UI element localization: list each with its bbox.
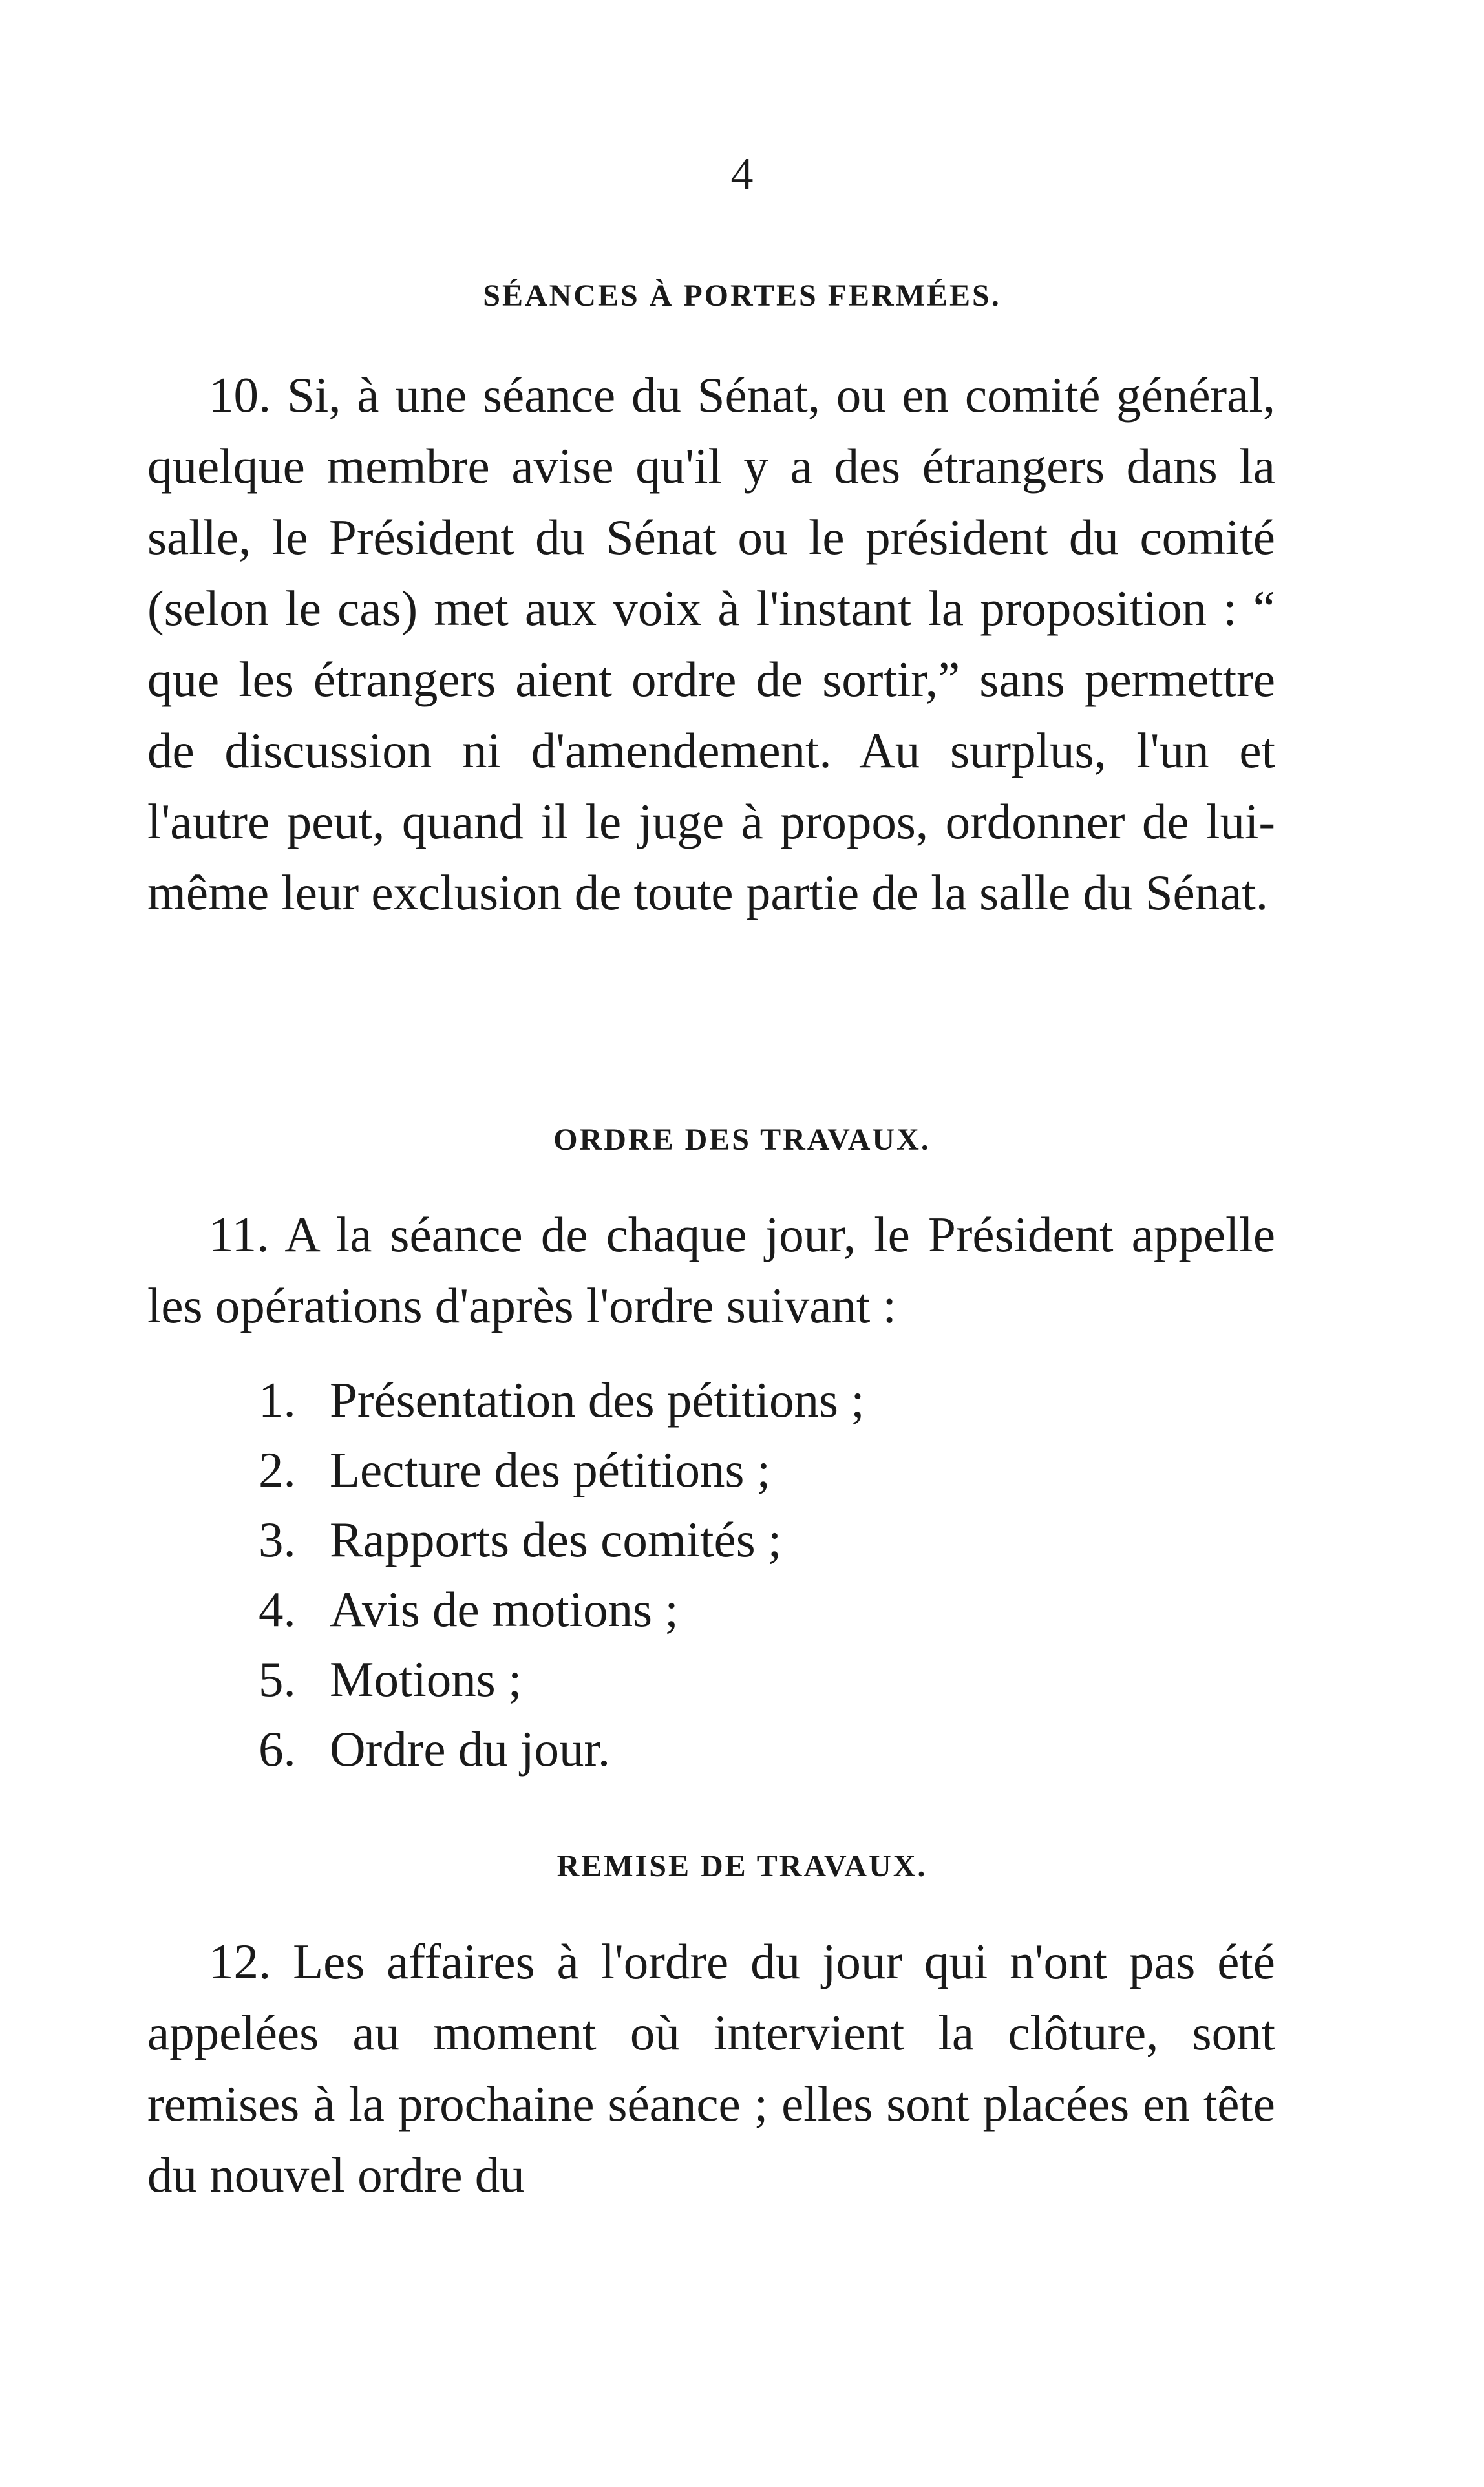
list-item-text: Lecture des pétitions ; — [330, 1442, 771, 1497]
list-item-text: Motions ; — [330, 1651, 522, 1707]
paragraph-12: 12. Les affaires à l'ordre du jour qui n'ont pas été appelées au moment où intervient la clôture, sont remises à la prochaine séance ; elles sont placées en tête du nouvel ordre du — [147, 1934, 1275, 2203]
list-item-number: 6. — [259, 1721, 296, 1777]
list-item-number: 5. — [259, 1651, 296, 1707]
list-item — [259, 1365, 865, 1435]
list-item — [259, 1644, 865, 1714]
order-list — [259, 1365, 865, 1784]
list-item — [259, 1714, 865, 1784]
list-item-text: Présentation des pétitions ; — [330, 1372, 865, 1428]
paragraph-10: 10. Si, à une séance du Sénat, ou en comité général, quelque membre avise qu'il y a des étrangers dans la salle, le Président du Sénat ou le président du comité (selon le cas) met aux voix à l'instant la proposition : “ que les étrangers aient ordre de sortir,” sans permettre de discussion ni d'amendement. Au surplus, l'un et l'autre peut, quand il le juge à propos, ordonner de lui-même leur exclusion de toute partie de la salle du Sénat. — [147, 367, 1275, 920]
list-item-text: Avis de motions ; — [330, 1582, 679, 1637]
paragraph-11: 11. A la séance de chaque jour, le Président appelle les opérations d'après l'ordre suivant : — [147, 1207, 1275, 1333]
list-item — [259, 1574, 865, 1644]
section-heading-ordre: ORDRE DES TRAVAUX. — [553, 1123, 931, 1157]
list-item-number: 1. — [259, 1372, 296, 1428]
list-item-number: 3. — [259, 1512, 296, 1567]
page-number: 4 — [730, 149, 754, 199]
section-heading-seances: SÉANCES À PORTES FERMÉES. — [483, 279, 1001, 313]
list-item-number: 4. — [259, 1582, 296, 1637]
list-item-number: 2. — [259, 1442, 296, 1497]
list-item — [259, 1435, 865, 1505]
section-heading-remise: REMISE DE TRAVAUX. — [556, 1849, 928, 1883]
list-item — [259, 1505, 865, 1574]
list-item-text: Ordre du jour. — [330, 1721, 611, 1777]
list-item-text: Rapports des comités ; — [330, 1512, 782, 1567]
